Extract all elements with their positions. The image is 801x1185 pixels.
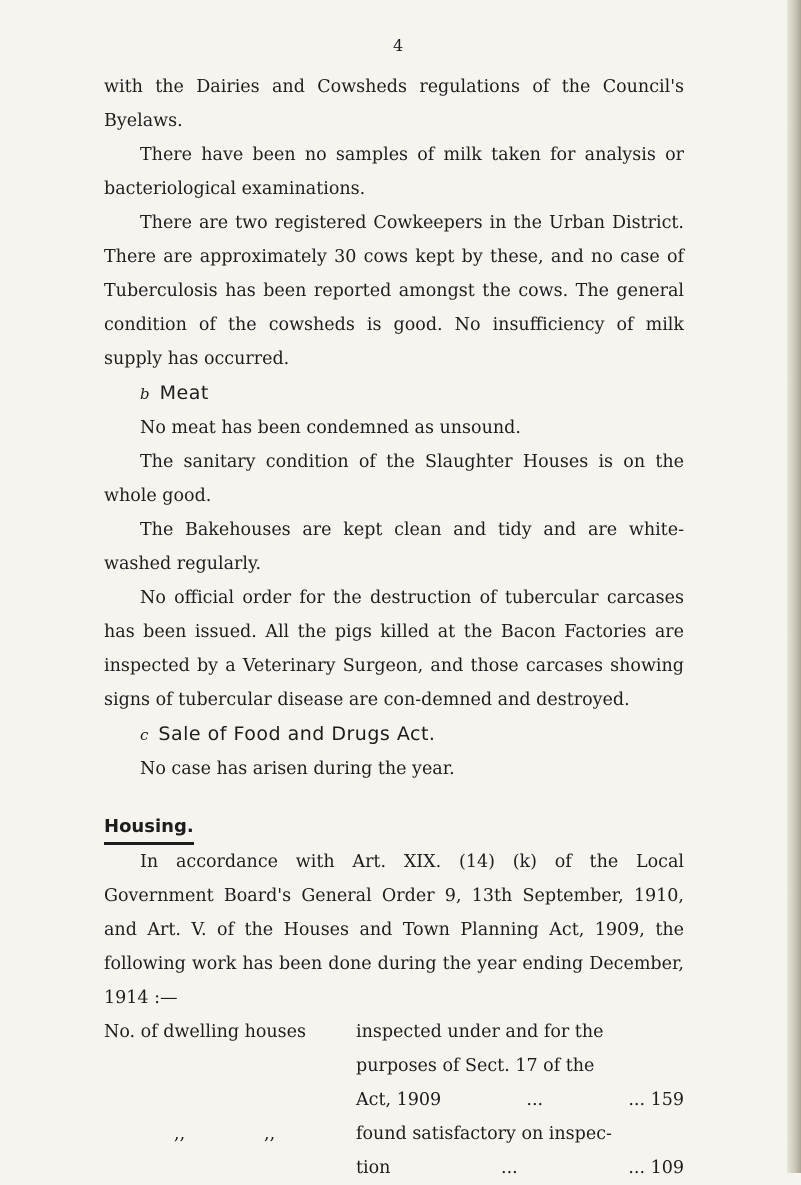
row-dots: ... xyxy=(501,1158,518,1178)
paragraph-housing: In accordance with Art. XIX. (14) (k) of the Local Government Board's General Order 9, 13th September, 1910, and Art. V. of the Houses and Town Planning Act, 1909, the following work has been done during the year ending December, 1914 :— xyxy=(104,852,684,1008)
row-value: ... 159 xyxy=(628,1090,684,1110)
ditto-mark: ,, xyxy=(264,1124,276,1144)
paragraph-cowkeepers: There are two registered Cowkeepers in the Urban District. There are approximately 30 cows kept by these, and no case of Tuberculosis has been reported amongst the cows. The general condition of the cowsheds is good. No insufficiency of milk supply has occurred. xyxy=(104,213,684,369)
table-row xyxy=(104,1015,684,1049)
paragraph-meat-3: The Bakehouses are kept clean and tidy and are white-washed regularly. xyxy=(104,520,684,574)
page-edge-shadow xyxy=(787,0,801,1173)
meat-title: Meat xyxy=(159,382,209,404)
sale-act-letter: c xyxy=(140,726,149,744)
paragraph-meat-4: No official order for the destruction of tubercular carcases has been issued. All the pigs killed at the Bacon Factories are inspected by a Veterinary Surgeon, and those carcases showing signs of tubercular disease are con-demned and destroyed. xyxy=(104,588,684,710)
row-description xyxy=(356,1015,684,1049)
row-dots: ... xyxy=(526,1090,544,1110)
sale-act-title: Sale of Food and Drugs Act. xyxy=(158,723,436,745)
row-desc-line: inspected under and for the xyxy=(356,1022,604,1042)
table-row xyxy=(104,1117,684,1151)
paragraph-sale-act: No case has arisen during the year. xyxy=(140,759,455,779)
page-body xyxy=(104,70,684,1185)
meat-letter: b xyxy=(140,385,150,403)
meat-heading xyxy=(104,376,684,411)
row-value: ... 109 xyxy=(628,1158,684,1178)
row-desc-last: Act, 1909 xyxy=(356,1090,442,1110)
sale-act-heading xyxy=(104,717,684,752)
paragraph-dairies: with the Dairies and Cowsheds regulations of the Council's Byelaws. xyxy=(104,77,684,131)
table-row xyxy=(104,1049,684,1083)
housing-title: Housing. xyxy=(104,812,194,845)
row-desc-last: tion xyxy=(356,1158,391,1178)
row-label: No. of dwelling houses xyxy=(104,1022,307,1042)
ditto-mark: ,, xyxy=(174,1124,186,1144)
table-row xyxy=(104,1083,684,1117)
page-number: 4 xyxy=(393,36,404,55)
table-row xyxy=(104,1151,684,1185)
paragraph-meat-2: The sanitary condition of the Slaughter Houses is on the whole good. xyxy=(104,452,684,506)
row-desc-line: found satisfactory on inspec- xyxy=(356,1124,612,1144)
paragraph-meat-1: No meat has been condemned as unsound. xyxy=(140,418,521,438)
paragraph-samples: There have been no samples of milk taken for analysis or bacteriological examinations. xyxy=(104,145,684,199)
row-desc-line: purposes of Sect. 17 of the xyxy=(356,1056,595,1076)
